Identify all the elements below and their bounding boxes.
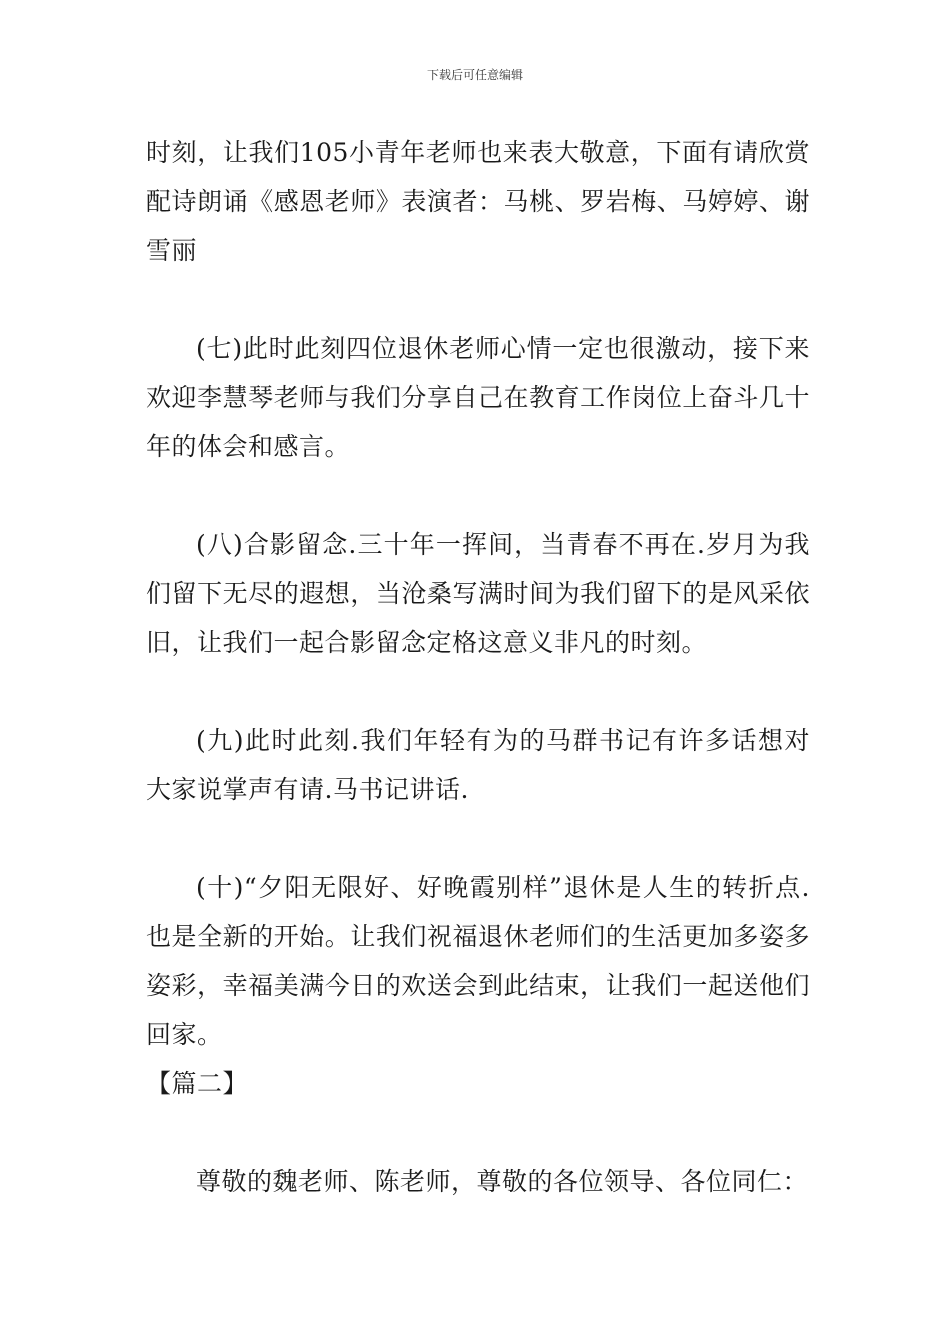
paragraph-gap [146,667,810,716]
document-body [146,128,810,1206]
paragraph-eight: (八)合影留念.三十年一挥间，当青春不再在.岁月为我们留下无尽的遐想，当沧桑写满时间为我们留下的是风采依旧，让我们一起合影留念定格这意义非凡的时刻。 [146,530,810,657]
salutation: 尊敬的魏老师、陈老师，尊敬的各位领导、各位同仁： [196,1167,809,1196]
paragraph-gap [146,471,810,520]
paragraph-ten: (十)“夕阳无限好、好晚霞别样”退休是人生的转折点.也是全新的开始。让我们祝福退休老师们的生活更加多姿多姿彩，幸福美满今日的欢送会到此结束，让我们一起送他们回家。 [146,873,810,1049]
paragraph-gap [146,275,810,324]
paragraph-gap [146,814,810,863]
paragraph-intro: 时刻，让我们105小青年老师也来表大敬意，下面有请欣赏配诗朗诵《感恩老师》表演者：马桃、罗岩梅、马婷婷、谢雪丽 [146,138,810,265]
page-header-note: 下载后可任意编辑 [426,68,523,82]
paragraph-nine: (九)此时此刻.我们年轻有为的马群书记有许多话想对大家说掌声有请.马书记讲话. [146,726,810,804]
paragraph-gap [146,1108,810,1157]
paragraph-seven: (七)此时此刻四位退休老师心情一定也很激动，接下来欢迎李慧琴老师与我们分享自己在教育工作岗位上奋斗几十年的体会和感言。 [146,334,810,461]
section-heading: 【篇二】 [146,1069,249,1098]
